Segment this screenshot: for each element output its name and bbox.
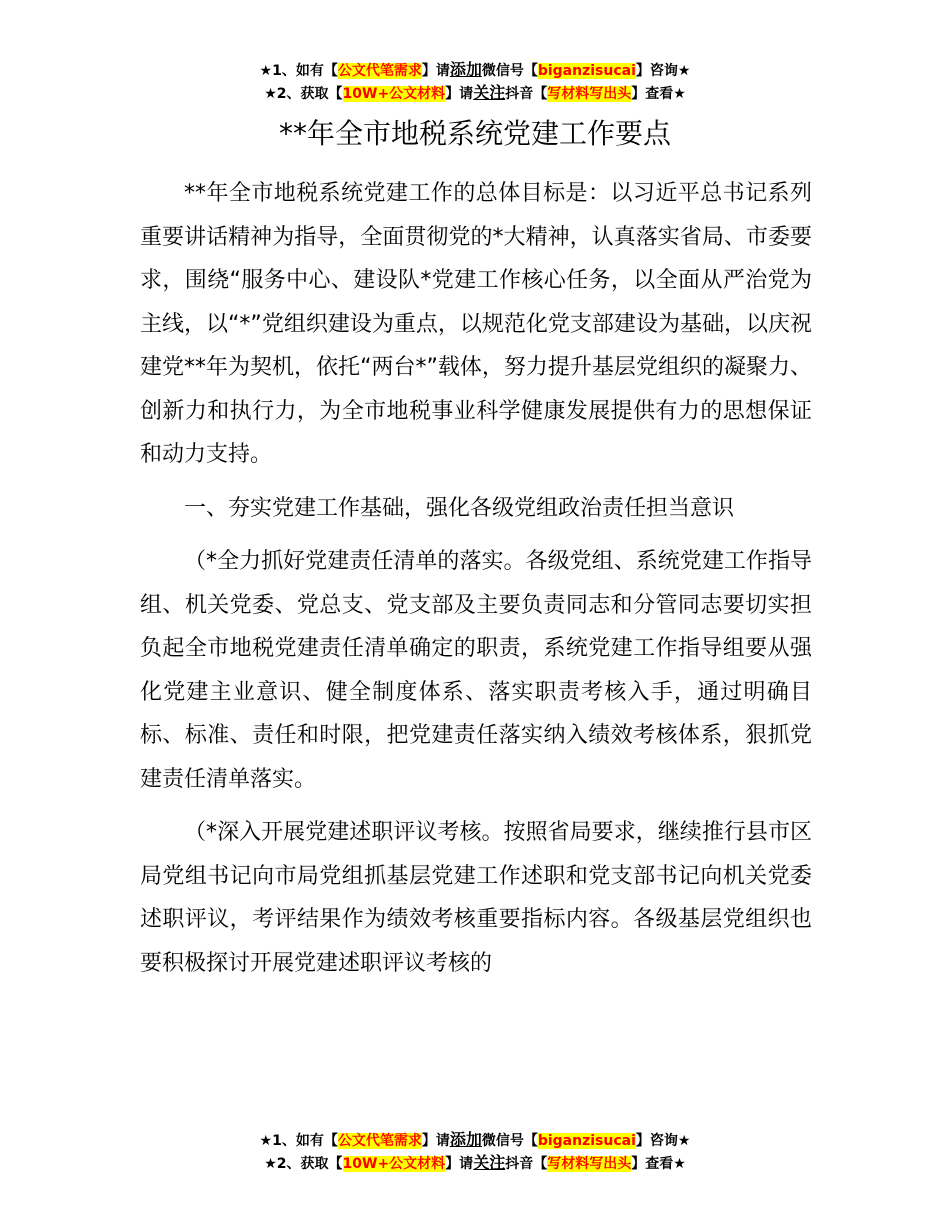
document-title: **年全市地税系统党建工作要点 xyxy=(278,117,671,150)
top-banner xyxy=(0,59,950,105)
banner-text: ★1、如有【 xyxy=(259,63,338,79)
paragraph-item-1: （*全力抓好党建责任清单的落实。各级党组、系统党建工作指导组、机关党委、党总支、党支部及主要负责同志和分管同志要切实担负起全市地税党建责任清单确定的职责，系统党建工作指导组要从强化党建主业意识、健全制度体系、落实职责考核入手，通过明确目标、标准、责任和时限，把党建责任落实纳入绩效考核体系，狠抓党建责任清单落实。 xyxy=(140,549,812,792)
paragraph-intro: **年全市地税系统党建工作的总体目标是：以习近平总书记系列重要讲话精神为指导，全面贯彻党的*大精神，认真落实省局、市委要求，围绕“服务中心、建设队*党建工作核心任务，以全面从严治党为主线，以“*”党组织建设为重点，以规范化党支部建设为基础，以庆祝建党**年为契机，依托“两台*”载体，努力提升基层党组织的凝聚力、创新力和执行力，为全市地税事业科学健康发展提供有力的思想保证和动力支持。 xyxy=(140,181,812,467)
underline-add: 添加 xyxy=(449,1130,482,1149)
banner-text: 】请 xyxy=(421,1133,450,1149)
banner-line-1 xyxy=(0,1129,950,1152)
banner-text: 微信号【 xyxy=(481,1133,538,1149)
bottom-banner xyxy=(0,1129,950,1175)
banner-line-1 xyxy=(0,59,950,82)
banner-text: ★2、获取【 xyxy=(264,1156,343,1172)
highlight-wechat-id: biganzisucai xyxy=(537,63,636,79)
banner-text: 】请 xyxy=(445,1156,474,1172)
banner-text: 抖音【 xyxy=(505,1156,548,1172)
underline-follow: 关注 xyxy=(473,1153,506,1172)
highlight-wechat-id: biganzisucai xyxy=(537,1133,636,1149)
banner-text: ★1、如有【 xyxy=(259,1133,338,1149)
banner-text: 】查看★ xyxy=(631,1156,686,1172)
highlight-douyin-id: 写材料写出头 xyxy=(547,86,632,102)
highlight-ghostwriting: 公文代笔需求 xyxy=(337,1133,422,1149)
highlight-materials: 10W+公文材料 xyxy=(342,1156,446,1172)
banner-text: ★2、获取【 xyxy=(264,86,343,102)
banner-text: 抖音【 xyxy=(505,86,548,102)
underline-add: 添加 xyxy=(449,60,482,79)
banner-text: 】咨询★ xyxy=(635,63,691,79)
paragraph-item-2: （*深入开展党建述职评议考核。按照省局要求，继续推行县市区局党组书记向市局党组抓基层党建工作述职和党支部书记向机关党委述职评议，考评结果作为绩效考核重要指标内容。各级基层党组织也要积极探讨开展党建述职评议考核的 xyxy=(140,820,812,976)
banner-text: 】请 xyxy=(421,63,450,79)
banner-line-2 xyxy=(0,82,950,105)
banner-line-2 xyxy=(0,1152,950,1175)
banner-text: 】查看★ xyxy=(631,86,686,102)
banner-text: 】请 xyxy=(445,86,474,102)
banner-text: 】咨询★ xyxy=(635,1133,691,1149)
underline-follow: 关注 xyxy=(473,83,506,102)
highlight-materials: 10W+公文材料 xyxy=(342,86,446,102)
highlight-douyin-id: 写材料写出头 xyxy=(547,1156,632,1172)
section-heading-1: 一、夯实党建工作基础，强化各级党组政治责任担当意识 xyxy=(184,495,735,521)
highlight-ghostwriting: 公文代笔需求 xyxy=(337,63,422,79)
document-body xyxy=(140,172,812,985)
banner-text: 微信号【 xyxy=(481,63,538,79)
